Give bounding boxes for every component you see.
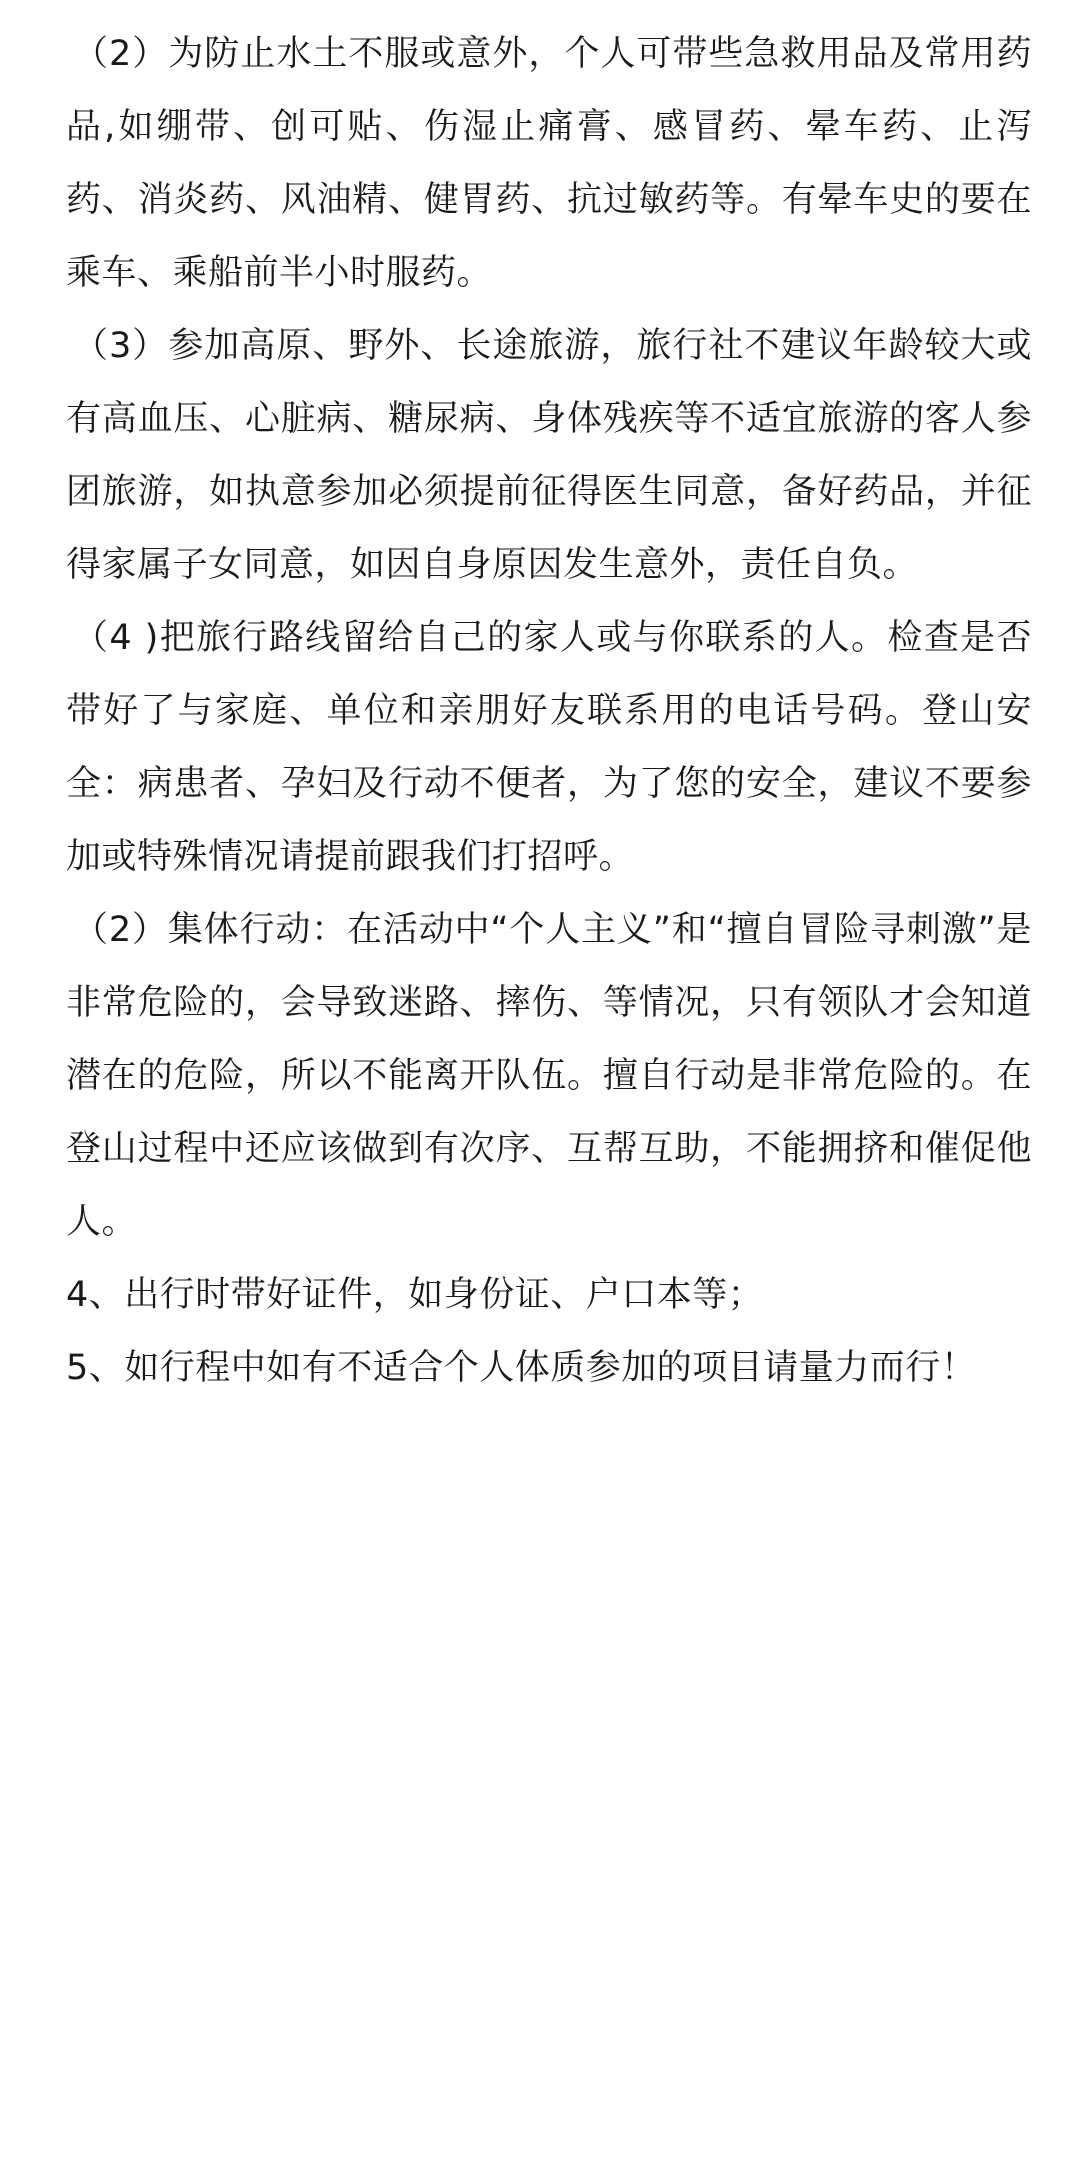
list-item-fitness: 5、如行程中如有不适合个人体质参加的项目请量力而行！: [66, 1348, 977, 1388]
paragraph-health-advice: （3）参加高原、野外、长途旅游，旅行社不建议年龄较大或有高血压、心脏病、糖尿病、身体残疾等不适宜旅游的客人参团旅游，如执意参加必须提前征得医生同意，备好药品，并征得家属子女同意，如因自身原因发生意外，责任自负。: [66, 326, 1032, 585]
paragraph-medicine-kit: （2）为防止水土不服或意外，个人可带些急救用品及常用药品,如绷带、创可贴、伤湿止痛膏、感冒药、晕车药、止泻药、消炎药、风油精、健胃药、抗过敏药等。有晕车史的要在乘车、乘船前半小时服药。: [66, 34, 1032, 293]
paragraph-route-sharing: （4 )把旅行路线留给自己的家人或与你联系的人。检查是否带好了与家庭、单位和亲朋好友联系用的电话号码。登山安全：病患者、孕妇及行动不便者，为了您的安全，建议不要参加或特殊情况请提前跟我们打招呼。: [66, 618, 1032, 877]
paragraph-group-action: （2）集体行动：在活动中“个人主义”和“擅自冒险寻刺激”是非常危险的，会导致迷路、摔伤、等情况，只有领队才会知道潜在的危险，所以不能离开队伍。擅自行动是非常危险的。在登山过程中还应该做到有次序、互帮互助，不能拥挤和催促他人。: [66, 910, 1032, 1242]
document-body: [66, 18, 1032, 1405]
list-item-documents: 4、出行时带好证件，如身份证、户口本等；: [66, 1275, 764, 1315]
